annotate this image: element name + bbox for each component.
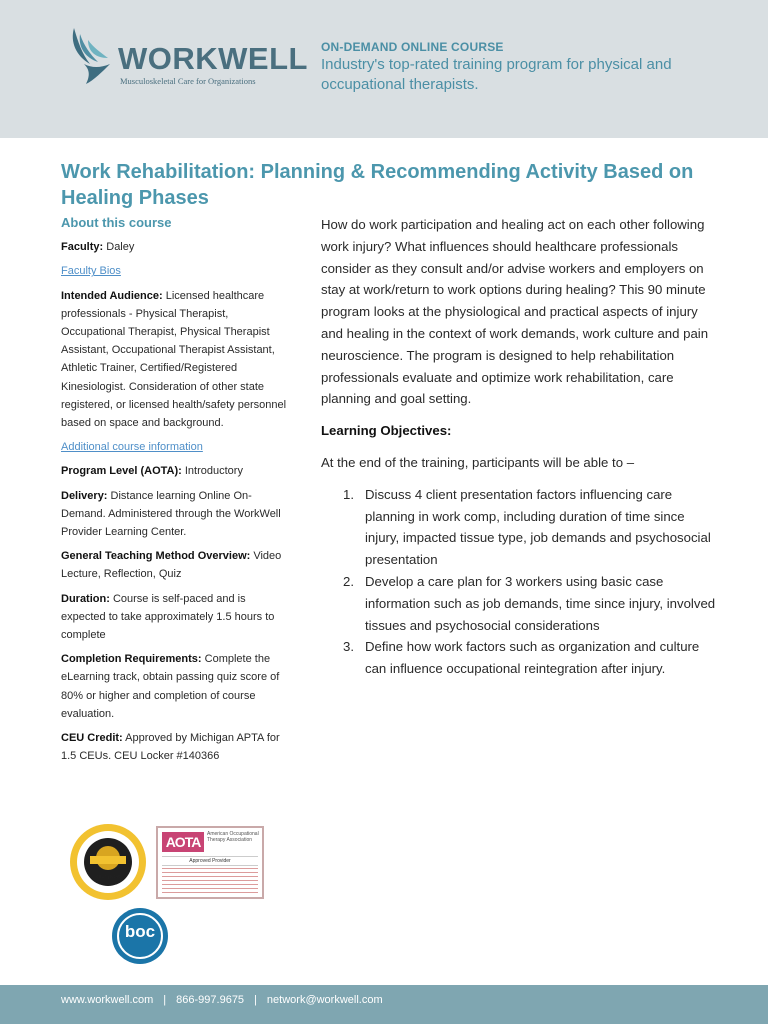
page-footer (0, 985, 768, 1024)
objective-item (321, 636, 716, 680)
duration-value: Course is self-paced and is expected to take approximately 1.5 hours to complete (61, 592, 275, 642)
audience-value: Licensed healthcare professionals - Physical Therapist, Occupational Therapist, Physical Therapist Assistant, Occupational Therapist Assistant, Athletic Trainer, Certified/Registered Kinesiologist. Consideration of other state registered, or licensed health/safety personnel based on space and background. (61, 289, 287, 430)
approved-provider-seal (68, 822, 148, 902)
about-heading: About this course (61, 215, 172, 230)
completion-value: Complete the eLearning track, obtain passing quiz score of 80% or higher and completion of course evaluation. (61, 653, 280, 720)
additional-info-link[interactable]: Additional course information (61, 441, 203, 454)
bird-wing-icon (64, 24, 120, 88)
delivery-value: Distance learning Online On-Demand. Administered through the WorkWell Provider Learning Center. (61, 489, 281, 539)
objective-item (321, 571, 716, 636)
course-description (321, 214, 716, 680)
objective-number: 3. (343, 639, 354, 655)
course-sidebar (61, 214, 291, 771)
audience-label: Intended Audience: (61, 289, 163, 302)
seal-icon (68, 822, 148, 902)
ceu-line (61, 729, 291, 765)
teaching-value: Video Lecture, Reflection, Quiz (61, 550, 282, 581)
aota-fine-print (162, 868, 258, 896)
teaching-line (61, 547, 291, 583)
audience-line (61, 287, 291, 433)
workwell-logo (64, 24, 308, 88)
completion-line (61, 650, 291, 723)
objectives-heading: Learning Objectives: (321, 423, 452, 439)
footer-separator: | (163, 994, 167, 1006)
logo-wordmark: WORKWELL (118, 41, 308, 76)
footer-separator: | (254, 994, 257, 1006)
delivery-label: Delivery: (61, 489, 108, 502)
logo-tagline: Musculoskeletal Care for Organizations (120, 76, 256, 86)
objective-text: Develop a care plan for 3 workers using basic case information such as job demands, time since injury, involved tissues and psychosocial considerations (365, 573, 716, 633)
header-subtitle: Industry's top-rated training program for physical and occupational therapists. (321, 56, 672, 93)
objective-text: Discuss 4 client presentation factors influencing care planning in work comp, including duration of time since injury, impacted tissue type, job demands and psychosocial presentation (365, 486, 711, 568)
objectives-lead: At the end of the training, participants will be able to – (321, 454, 635, 470)
aota-logo: AOTA (162, 832, 204, 852)
course-title: Work Rehabilitation: Planning & Recommending Activity Based on Healing Phases (61, 161, 694, 209)
course-kicker: ON-DEMAND ONLINE COURSE (321, 40, 504, 54)
faculty-label: Faculty: (61, 241, 104, 254)
aota-org-name: American Occupational Therapy Association (207, 831, 259, 843)
completion-label: Completion Requirements: (61, 653, 202, 666)
program-level-value: Introductory (181, 465, 243, 478)
program-level-line (61, 462, 291, 480)
objective-number: 2. (343, 573, 354, 589)
footer-website-link[interactable]: www.workwell.com (61, 994, 154, 1006)
footer-phone[interactable]: 866-997.9675 (176, 994, 245, 1006)
duration-label: Duration: (61, 592, 110, 605)
objective-text: Define how work factors such as organization and culture can influence occupational reintegration after injury. (365, 639, 700, 677)
objectives-list (321, 484, 716, 680)
duration-line (61, 590, 291, 645)
faculty-value: Daley (103, 241, 135, 254)
objective-number: 1. (343, 486, 354, 502)
footer-email-link[interactable]: network@workwell.com (266, 994, 383, 1006)
page-header (0, 0, 768, 138)
aota-approved-provider-badge (156, 826, 264, 899)
aota-provider-label: Approved Provider (162, 856, 258, 866)
accreditation-badges (60, 822, 280, 988)
boc-wordmark: boc (124, 922, 156, 941)
footer-contact (61, 994, 383, 1006)
teaching-label: General Teaching Method Overview: (61, 550, 251, 563)
seal-caption: CEUS | NOW (95, 874, 121, 879)
faculty-line (61, 238, 291, 256)
ceu-value: Approved by Michigan APTA for 1.5 CEUs. CEU Locker #140366 (61, 732, 280, 763)
boc-logo (112, 908, 168, 964)
objective-item (321, 484, 716, 571)
delivery-line (61, 487, 291, 542)
program-level-label: Program Level (AOTA): (61, 465, 182, 478)
ceu-label: CEU Credit: (61, 732, 123, 745)
faculty-bios-link[interactable]: Faculty Bios (61, 265, 121, 278)
intro-paragraph: How do work participation and healing act on each other following work injury? What influences should healthcare professionals consider as they consult and/or advise workers and employers on stay at work/return to work options during healing? This 90 minute program looks at the physiological and practical aspects of injury and healing in the context of work demands, work culture and pain neuroscience. The program is designed to help rehabilitation professionals evaluate and optimize work rehabilitation, care planning and goal setting. (321, 217, 709, 407)
